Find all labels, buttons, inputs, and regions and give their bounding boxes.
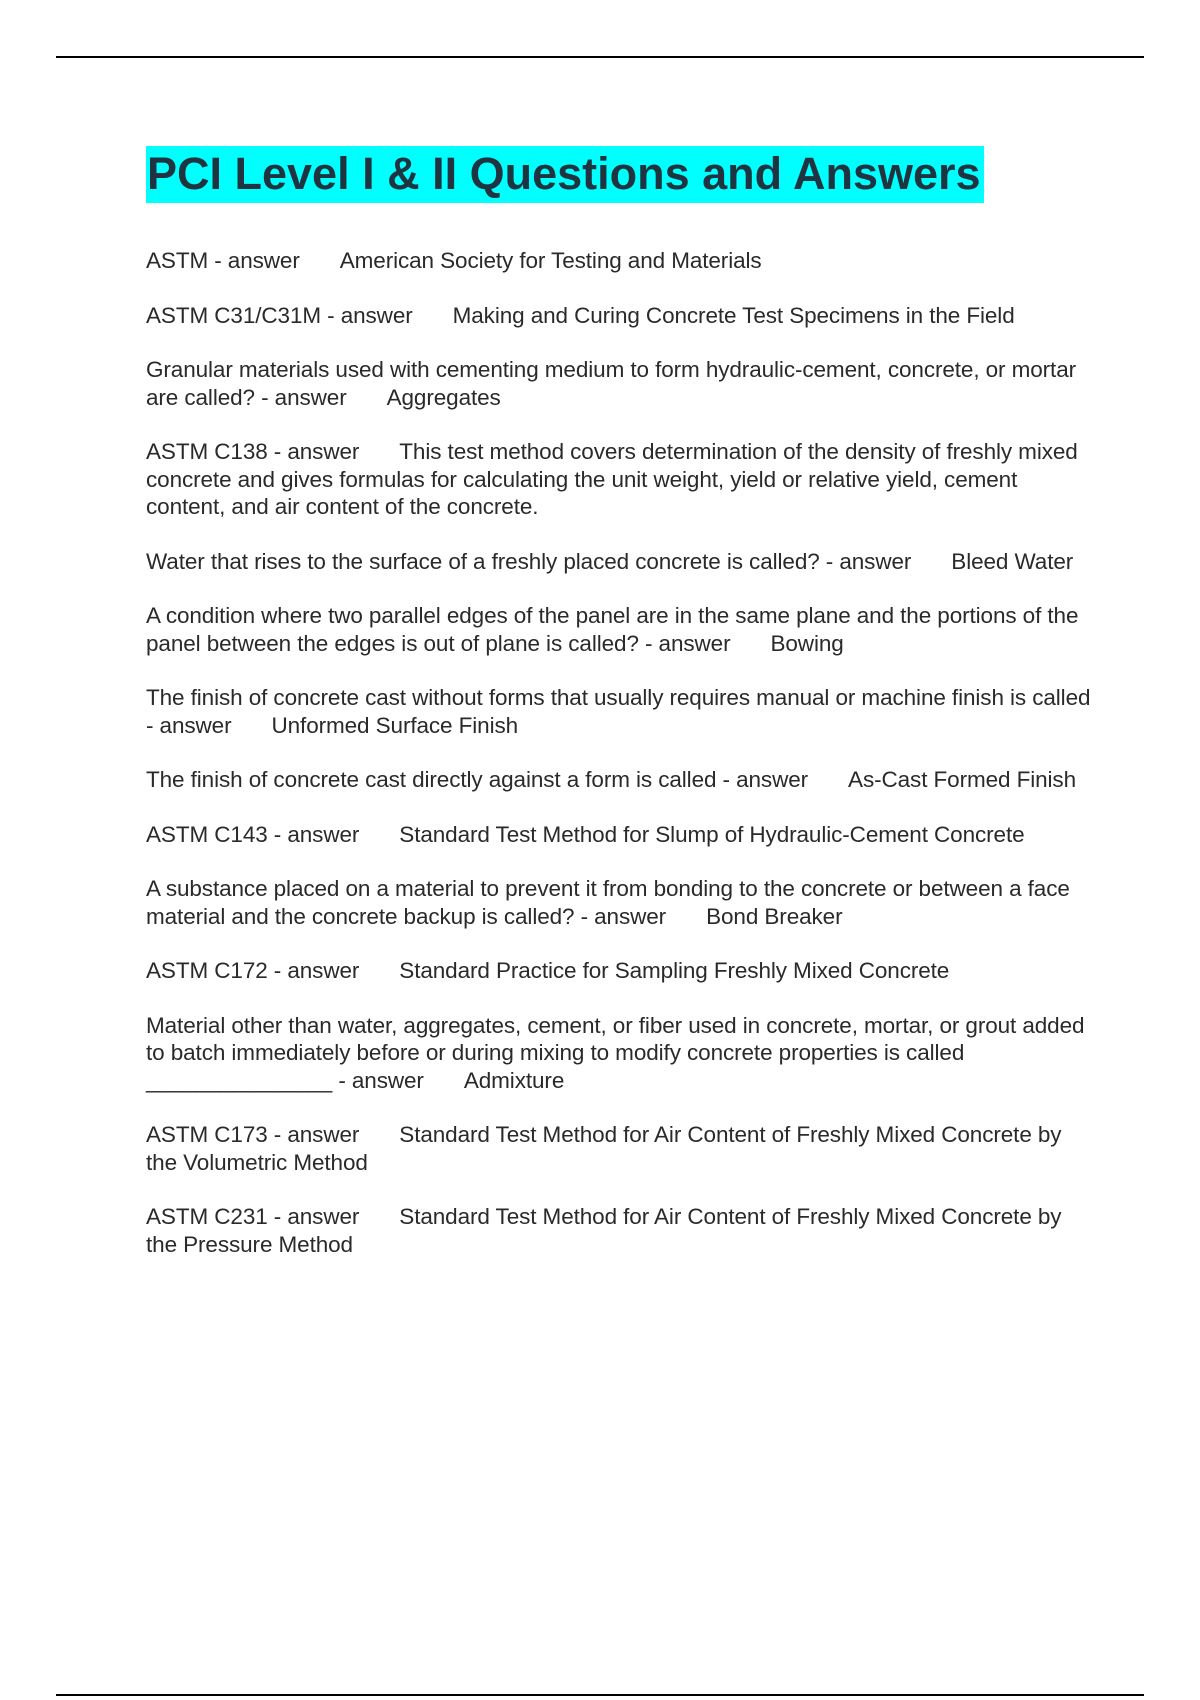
qa-item <box>146 766 1096 794</box>
qa-item <box>146 548 1096 576</box>
qa-item <box>146 1203 1096 1258</box>
answer-text: Standard Test Method for Air Content of Freshly Mixed Concrete by the Pressure Method <box>146 1204 1068 1257</box>
answer-text: Bowing <box>770 630 844 656</box>
bottom-rule <box>56 1694 1144 1696</box>
qa-item <box>146 875 1096 930</box>
question-text: A condition where two parallel edges of the panel are in the same plane and the portions of the panel between the edges is out of plane is called? - answer <box>146 603 1085 656</box>
answer-text: This test method covers determination of the density of freshly mixed concrete and gives formulas for calculating the unit weight, yield or relative yield, cement content, and air content of the concrete. <box>146 439 1084 519</box>
answer-text: American Society for Testing and Materials <box>339 248 762 273</box>
qa-item <box>146 957 1096 985</box>
question-text: A substance placed on a material to prevent it from bonding to the concrete or between a face material and the concrete backup is called? - answer <box>146 876 1076 929</box>
question-text: The finish of concrete cast directly against a form is called - answer <box>146 767 809 792</box>
question-text: ASTM C143 - answer <box>146 821 360 847</box>
document-body <box>146 146 1096 1285</box>
question-text: Granular materials used with cementing medium to form hydraulic-cement, concrete, or mortar are called? - answer <box>146 357 1083 410</box>
document-title: PCI Level I & II Questions and Answers <box>146 146 984 203</box>
answer-text: Bond Breaker <box>706 903 843 929</box>
answer-text: Standard Test Method for Air Content of Freshly Mixed Concrete by the Volumetric Method <box>146 1122 1068 1175</box>
question-text: ASTM C173 - answer <box>146 1122 360 1147</box>
qa-item <box>146 684 1096 739</box>
qa-item <box>146 821 1096 849</box>
answer-text: Bleed Water <box>951 548 1074 574</box>
question-text: Material other than water, aggregates, cement, or fiber used in concrete, mortar, or grout added to batch immediately before or during mixing to modify concrete properties is called _______________ - answer <box>146 1012 1091 1093</box>
qa-item <box>146 247 1096 275</box>
top-rule <box>56 56 1144 58</box>
question-text: Water that rises to the surface of a freshly placed concrete is called? - answer <box>146 548 912 574</box>
question-text: ASTM - answer <box>146 248 300 273</box>
qa-item <box>146 1121 1096 1176</box>
question-text: The finish of concrete cast without forms that usually requires manual or machine finish is called - answer <box>146 685 1097 738</box>
question-text: ASTM C231 - answer <box>146 1204 360 1229</box>
answer-text: Unformed Surface Finish <box>271 712 519 738</box>
answer-text: As-Cast Formed Finish <box>848 767 1077 792</box>
qa-list <box>146 247 1096 1258</box>
answer-text: Making and Curing Concrete Test Specimens in the Field <box>452 302 1015 328</box>
qa-item <box>146 438 1096 521</box>
question-text: ASTM C138 - answer <box>146 439 360 464</box>
qa-item <box>146 1012 1096 1095</box>
answer-text: Admixture <box>463 1067 565 1093</box>
answer-text: Standard Test Method for Slump of Hydraulic-Cement Concrete <box>399 821 1025 847</box>
qa-item <box>146 302 1096 330</box>
question-text: ASTM C172 - answer <box>146 958 360 983</box>
qa-item <box>146 602 1096 657</box>
answer-text: Aggregates <box>386 384 501 410</box>
answer-text: Standard Practice for Sampling Freshly Mixed Concrete <box>399 958 950 983</box>
question-text: ASTM C31/C31M - answer <box>146 302 413 328</box>
qa-item <box>146 356 1096 411</box>
